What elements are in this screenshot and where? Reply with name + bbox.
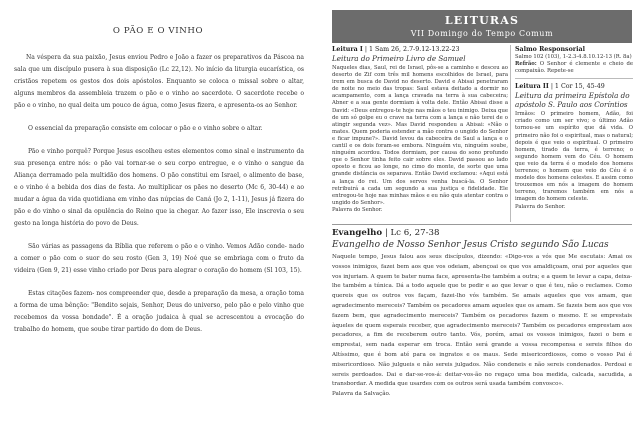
- first-reading-text: Naqueles dias, Saul, rei de Israel, pôs-se a caminho e desceu ao deserto de Zif com três mil homens escolhidos de Israel, para irem em busca de David no deserto. David e Abisai penetraram de noite no meio das tropas: Saul estava deitado a dormir no acampamento, com a lança cravada na terra à sua cabeceira; Abner e a sua gente dormiam à volta dele. Então Abisai disse a David: «Deus entregou-te hoje nas mãos o teu inimigo. Deixa que de um só golpe eu o crave na terra com a lança e não terei de o atingir segunda vez». Mas David respondeu a Abisai: «Não o mates. Quem poderia estender a mão contra o ungido do Senhor e ficar impune?». David levou da cabeceira de Saul a lança e o cantil e os dois foram-se embora. Ninguém viu, ninguém soube, ninguém acordou. Todos dormiam, por causa do sono profundo que o Senhor tinha feito cair sobre eles. David passou ao lado oposto e ficou ao longe, no cimo do monte, de sorte que uma grande distância os separava. Então David exclamou: «Aqui está a lança do rei. Um dos servos venha buscá-la. O Senhor retribuirá a cada um segundo a sua justiça e fidelidade. Ele entregou-te hoje nas minhas mãos e eu não quis atentar contra o ungido do Senhor».: [332, 65, 508, 206]
- article-paragraph: Estas citações fazem- nos compreender que, desde a preparação da mesa, a oração toma a forma de uma bênção: "Bendito sejais, Senhor, Deus do universo, pelo pão e pelo vinho que recebemos da vossa bondade". É a oração judaica à qual se acrescentou a evocação do trabalho do homem, que soube tirar partido do dom de Deus.: [14, 290, 304, 333]
- gospel: [332, 227, 632, 400]
- gospel-header: [332, 227, 632, 239]
- refrain-text: O Senhor é clemente e cheio de compaixão. Repete-se: [515, 61, 633, 75]
- second-reading-closing: Palavra do Senhor.: [515, 203, 566, 210]
- divider: [515, 78, 633, 79]
- first-reading-closing: Palavra do Senhor.: [332, 206, 383, 213]
- article-paragraph: O essencial da preparação consiste em colocar o pão e o vinho sobre o altar.: [28, 125, 263, 132]
- readings-banner: [332, 10, 632, 43]
- left-column: [0, 0, 316, 443]
- psalm-refrain: [515, 61, 633, 75]
- second-reading-text: Irmãos: O primeiro homem, Adão, foi criado como um ser vivo; o último Adão tornou-se um espírito que dá vida. O primeiro não foi o espiritual, mas o natural; depois é que veio o espiritual. O primeiro homem, tirado da terra, é terreno; o segundo homem vem do Céu. O homem que veio da terra é o modelo dos homens terrenos; o homem que veio do Céu é o modelo dos homens celestes. E assim como trouxemos em nós a imagem do homem terreno, traremos também em nós a imagem do homem celeste.: [515, 111, 633, 203]
- second-reading-heading: Leitura da primeira Epístola do apóstolo S. Paulo aos Coríntios: [515, 91, 630, 110]
- second-reading-ref: | 1 Cor 15, 45-49: [550, 83, 605, 91]
- gospel-ref: | Lc 6, 27-38: [384, 228, 440, 238]
- refrain-label: Refrão:: [515, 61, 537, 68]
- article-title: O PÃO E O VINHO: [112, 26, 204, 36]
- divider: [332, 224, 632, 225]
- gospel-label: Evangelho: [332, 228, 383, 238]
- first-reading-label: Leitura I: [332, 46, 363, 53]
- banner-subtitle: VII Domingo do Tempo Comum: [410, 29, 554, 38]
- article-paragraph: Pão e vinho porquê? Porque Jesus escolheu estes elementos como sinal e instrumento da sua presença entre nós: o pão vai tornar-se o seu corpo entregue, e o vinho o sangue da Aliança derramado pela multidão dos homens. O pão constitui em Israel, o alimento de base, e o vinho é a bebida dos dias de festa. Ao multiplicar os pães no deserto (Mc 6, 30-44) e ao mudar a água da vida quotidiana em vinho das núpcias de Caná (Jo 2, 1-11), Jesus já fizera do pão e do vinho o sinal da opulência do Reino que ia chegar. Ao fazer isso, Ele inscrevia o seu gesto na longa história do povo de Deus.: [14, 148, 304, 227]
- article-paragraph: Na véspera da sua paixão, Jesus enviou Pedro e João a fazer os preparativos da Páscoa na sala que um discípulo pusera à sua disposição (Lc 22,12). No início da liturgia eucarística, os cristãos repetem os gestos dos dois apóstolos. Enquanto se coloca o missal sobre o altar, alguns membros da assembleia trazem o pão e o vinho ao sacerdote. O sacerdote recebe o pão e o vinho, no qual deita um pouco de água, como Jesus fizera, e apresenta-os ao Senhor.: [14, 54, 304, 109]
- first-reading-header: [332, 45, 508, 54]
- first-reading: [332, 45, 508, 214]
- readings-side: [515, 45, 633, 211]
- article-body: [14, 52, 304, 347]
- gospel-text: Naquele tempo, Jesus falou aos seus discípulos, dizendo: «Digo-vos a vós que Me escutais: Amai os vossos inimigos, fazei bem aos que vos odeiam, abençoai os que vos amaldiçoam, orai por aqueles que vos injuriam. A quem te bater numa face, apresenta-lhe também a outra; e a quem te levar a capa, deixa-lhe também a túnica. Dá a todo aquele que te pedir e ao que levar o que é teu, não o reclames. Como quereis que os outros vos façam, fazei-lho vós também. Se amais aqueles que vos amam, que agradecimento mereceis? Também os pecadores amam aqueles que os amam. Se fazeis bem aos que vos fazem bem, que agradecimento mereceis? Também os pecadores fazem o mesmo. E se emprestais àqueles de quem esperais receber, que agradecimento mereceis? Também os pecadores emprestam aos pecadores, a fim de receberem outro tanto. Vós, porém, amai os vossos inimigos, fazei o bem e emprestai, sem nada esperar em troca. Então será grande a vossa recompensa e sereis filhos do Altíssimo, que é bom até para os ingratos e os maus. Sede misericordiosos, como o vosso Pai é misericordioso. Não julgueis e não sereis julgados. Não condeneis e não sereis condenados. Perdoai e sereis perdoados. Dai e dar-se-vos-á: deitar-vos-ão no regaço uma boa medida, calcada, sacudida, a transbordar. A medida que usardes com os outros será usada também convosco».: [332, 254, 632, 388]
- psalm-ref: Salmo 102 (103), 1-2.3-4.8.10.12-13 (R. 8a): [515, 54, 632, 60]
- second-reading-header: [515, 82, 633, 91]
- column-divider: [510, 45, 511, 222]
- article-paragraph: São várias as passagens da Bíblia que referem o pão e o vinho. Vemos Adão conde- nado a comer o pão com o suor do seu rosto (Gen 3, 19) Noé que se embriaga com o fruto da videira (Gen 9, 21) esse vinho criado por Deus para alegrar o coração do homem (Sl 103, 15).: [14, 243, 304, 274]
- second-reading-label: Leitura II: [515, 83, 549, 91]
- gospel-closing: Palavra da Salvação.: [332, 391, 391, 398]
- banner-title: LEITURAS: [444, 14, 520, 27]
- first-reading-ref: | 1 Sam 26, 2.7-9.12-13.22-23: [364, 46, 460, 53]
- right-column: [322, 0, 640, 443]
- gospel-heading: Evangelho de Nosso Senhor Jesus Cristo segundo São Lucas: [332, 240, 609, 250]
- first-reading-heading: Leitura do Primeiro Livro de Samuel: [332, 54, 466, 63]
- psalm-label: Salmo Responsorial: [515, 46, 585, 53]
